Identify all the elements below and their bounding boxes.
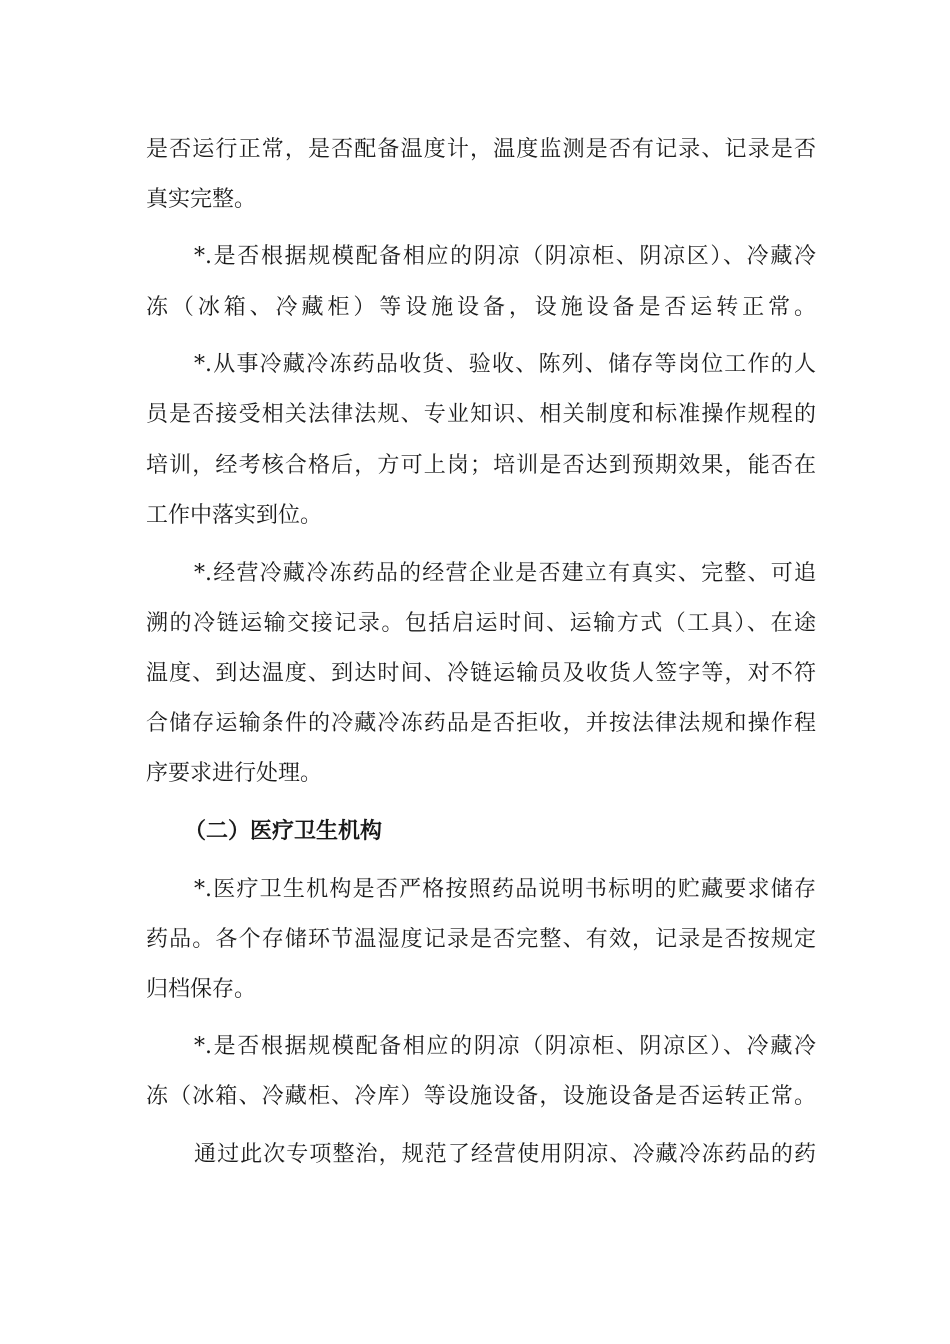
text-line: 溯的冷链运输交接记录。包括启运时间、运输方式（工具）、在途 (146, 611, 816, 636)
text-line: 归档保存。 (146, 977, 257, 1002)
text-line: *.医疗卫生机构是否严格按照药品说明书标明的贮藏要求储存 (194, 877, 816, 902)
text-line: 培训，经考核合格后，方可上岗；培训是否达到预期效果，能否在 (146, 453, 816, 478)
text-line: 冻（冰箱、冷藏柜、冷库）等设施设备，设施设备是否运转正常。 (146, 1084, 816, 1109)
text-line: 真实完整。 (146, 187, 257, 212)
text-line: 冻（冰箱、冷藏柜）等设施设备，设施设备是否运转正常。 (146, 295, 816, 320)
text-line: *.是否根据规模配备相应的阴凉（阴凉柜、阴凉区）、冷藏冷 (194, 244, 816, 269)
text-line: 员是否接受相关法律法规、专业知识、相关制度和标准操作规程的 (146, 402, 816, 427)
text-line: 药品。各个存储环节温湿度记录是否完整、有效，记录是否按规定 (146, 927, 816, 952)
text-line: 温度、到达温度、到达时间、冷链运输员及收货人签字等，对不符 (146, 661, 816, 686)
text-line: 合储存运输条件的冷藏冷冻药品是否拒收，并按法律法规和操作程 (146, 711, 816, 736)
text-line: 工作中落实到位。 (146, 503, 323, 528)
section-heading: （二）医疗卫生机构 (184, 819, 383, 844)
text-line: *.是否根据规模配备相应的阴凉（阴凉柜、阴凉区）、冷藏冷 (194, 1034, 816, 1059)
text-line: 通过此次专项整治，规范了经营使用阴凉、冷藏冷冻药品的药 (194, 1142, 816, 1167)
text-line: 是否运行正常，是否配备温度计，温度监测是否有记录、记录是否 (146, 137, 816, 162)
text-line: *.从事冷藏冷冻药品收货、验收、陈列、储存等岗位工作的人 (194, 352, 816, 377)
text-line: 序要求进行处理。 (146, 761, 323, 786)
text-line: *.经营冷藏冷冻药品的经营企业是否建立有真实、完整、可追 (194, 561, 816, 586)
